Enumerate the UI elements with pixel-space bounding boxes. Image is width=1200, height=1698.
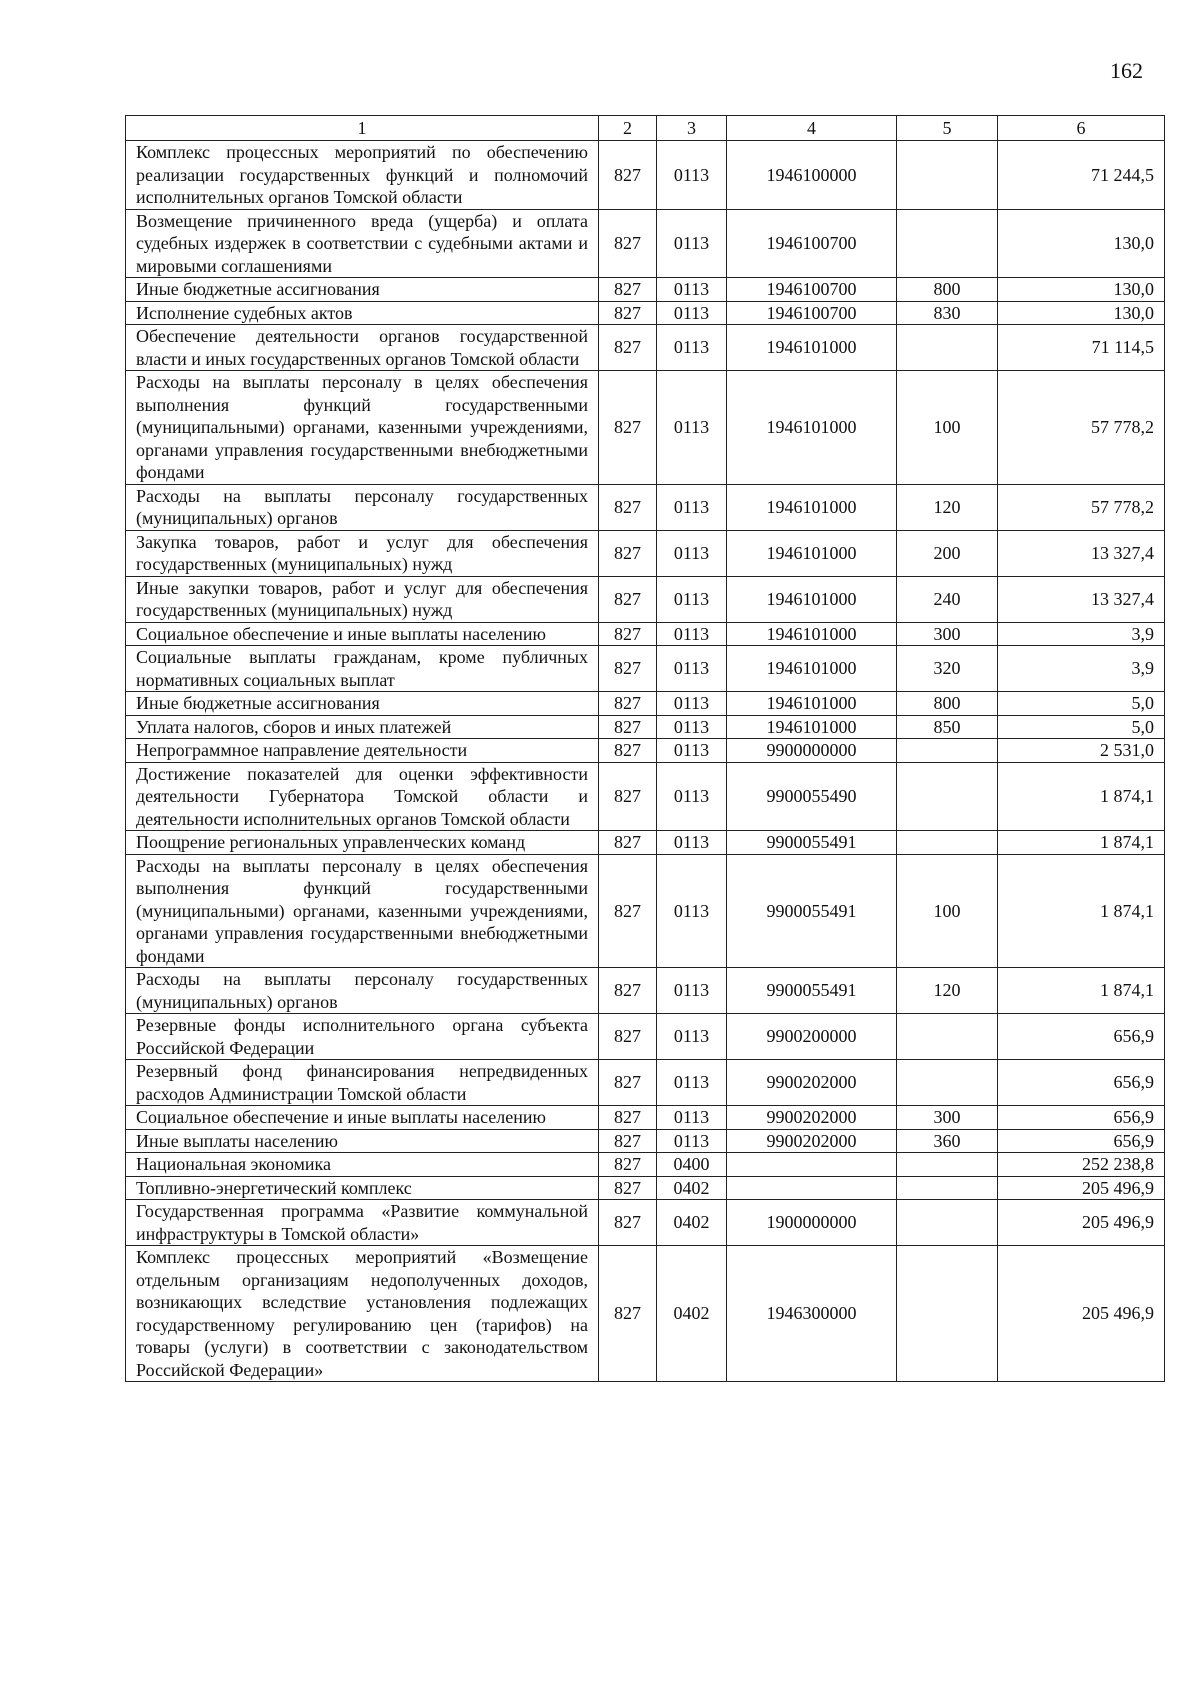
section-code-cell: 0402 bbox=[657, 1200, 727, 1246]
table-row bbox=[126, 1014, 1165, 1060]
expense-type-code-cell bbox=[897, 1060, 998, 1106]
target-item-code-cell: 9900055490 bbox=[727, 762, 897, 831]
expense-name-cell: Социальное обеспечение и иные выплаты населению bbox=[126, 1106, 599, 1130]
amount-cell: 130,0 bbox=[998, 209, 1165, 278]
expense-type-code-cell bbox=[897, 1176, 998, 1200]
table-row bbox=[126, 371, 1165, 485]
expense-name-cell: Непрограммное направление деятельности bbox=[126, 739, 599, 763]
expense-name-cell: Иные выплаты населению bbox=[126, 1129, 599, 1153]
department-code-cell: 827 bbox=[599, 762, 657, 831]
header-cell: 5 bbox=[897, 116, 998, 141]
target-item-code-cell: 1900000000 bbox=[727, 1200, 897, 1246]
expense-type-code-cell bbox=[897, 1200, 998, 1246]
target-item-code-cell: 1946101000 bbox=[727, 530, 897, 576]
department-code-cell: 827 bbox=[599, 831, 657, 855]
department-code-cell: 827 bbox=[599, 530, 657, 576]
target-item-code-cell: 1946100000 bbox=[727, 141, 897, 210]
amount-cell: 205 496,9 bbox=[998, 1246, 1165, 1382]
target-item-code-cell: 1946101000 bbox=[727, 692, 897, 716]
department-code-cell: 827 bbox=[599, 1153, 657, 1177]
amount-cell: 57 778,2 bbox=[998, 371, 1165, 485]
expense-name-cell: Социальное обеспечение и иные выплаты населению bbox=[126, 622, 599, 646]
department-code-cell: 827 bbox=[599, 278, 657, 302]
expense-type-code-cell bbox=[897, 762, 998, 831]
amount-cell: 71 114,5 bbox=[998, 325, 1165, 371]
section-code-cell: 0113 bbox=[657, 576, 727, 622]
amount-cell: 1 874,1 bbox=[998, 762, 1165, 831]
target-item-code-cell: 9900202000 bbox=[727, 1129, 897, 1153]
expense-type-code-cell: 100 bbox=[897, 854, 998, 968]
target-item-code-cell: 1946101000 bbox=[727, 576, 897, 622]
table-row bbox=[126, 278, 1165, 302]
department-code-cell: 827 bbox=[599, 209, 657, 278]
section-code-cell: 0113 bbox=[657, 141, 727, 210]
table-row bbox=[126, 301, 1165, 325]
expense-type-code-cell bbox=[897, 1153, 998, 1177]
table-row bbox=[126, 739, 1165, 763]
table-row bbox=[126, 1153, 1165, 1177]
expense-type-code-cell: 240 bbox=[897, 576, 998, 622]
section-code-cell: 0113 bbox=[657, 968, 727, 1014]
target-item-code-cell: 9900055491 bbox=[727, 968, 897, 1014]
target-item-code-cell: 9900202000 bbox=[727, 1060, 897, 1106]
section-code-cell: 0113 bbox=[657, 715, 727, 739]
department-code-cell: 827 bbox=[599, 1246, 657, 1382]
expense-name-cell: Достижение показателей для оценки эффективности деятельности Губернатора Томской области и деятельности исполнительных органов Томской области bbox=[126, 762, 599, 831]
expense-name-cell: Расходы на выплаты персоналу в целях обеспечения выполнения функций государственными (муниципальными) органами, казенными учреждениями, органами управления государственными внебюджетными фондами bbox=[126, 854, 599, 968]
expense-type-code-cell: 360 bbox=[897, 1129, 998, 1153]
table-row bbox=[126, 762, 1165, 831]
expense-type-code-cell: 300 bbox=[897, 1106, 998, 1130]
expense-type-code-cell bbox=[897, 831, 998, 855]
expense-name-cell: Расходы на выплаты персоналу государственных (муниципальных) органов bbox=[126, 484, 599, 530]
table-row bbox=[126, 325, 1165, 371]
table-row bbox=[126, 576, 1165, 622]
expense-name-cell: Комплекс процессных мероприятий «Возмещение отдельным организациям недополученных доходов, возникающих вследствие установления подлежащих государственному регулированию цен (тарифов) на товары (услуги) в соответствии с законодательством Российской Федерации» bbox=[126, 1246, 599, 1382]
target-item-code-cell bbox=[727, 1176, 897, 1200]
page-number: 162 bbox=[1110, 58, 1143, 83]
section-code-cell: 0113 bbox=[657, 854, 727, 968]
department-code-cell: 827 bbox=[599, 715, 657, 739]
expense-type-code-cell: 850 bbox=[897, 715, 998, 739]
section-code-cell: 0113 bbox=[657, 692, 727, 716]
department-code-cell: 827 bbox=[599, 1176, 657, 1200]
department-code-cell: 827 bbox=[599, 1129, 657, 1153]
department-code-cell: 827 bbox=[599, 141, 657, 210]
target-item-code-cell: 9900000000 bbox=[727, 739, 897, 763]
amount-cell: 2 531,0 bbox=[998, 739, 1165, 763]
expense-name-cell: Социальные выплаты гражданам, кроме публичных нормативных социальных выплат bbox=[126, 646, 599, 692]
expense-name-cell: Возмещение причиненного вреда (ущерба) и оплата судебных издержек в соответствии с судебными актами и мировыми соглашениями bbox=[126, 209, 599, 278]
target-item-code-cell: 1946101000 bbox=[727, 325, 897, 371]
expense-name-cell: Поощрение региональных управленческих команд bbox=[126, 831, 599, 855]
header-cell: 4 bbox=[727, 116, 897, 141]
table-row bbox=[126, 1246, 1165, 1382]
table-row bbox=[126, 530, 1165, 576]
department-code-cell: 827 bbox=[599, 739, 657, 763]
section-code-cell: 0400 bbox=[657, 1153, 727, 1177]
expense-name-cell: Расходы на выплаты персоналу в целях обеспечения выполнения функций государственными (муниципальными) органами, казенными учреждениями, органами управления государственными внебюджетными фондами bbox=[126, 371, 599, 485]
expense-name-cell: Иные бюджетные ассигнования bbox=[126, 278, 599, 302]
amount-cell: 656,9 bbox=[998, 1060, 1165, 1106]
table-row bbox=[126, 1106, 1165, 1130]
department-code-cell: 827 bbox=[599, 1200, 657, 1246]
amount-cell: 130,0 bbox=[998, 301, 1165, 325]
department-code-cell: 827 bbox=[599, 371, 657, 485]
amount-cell: 656,9 bbox=[998, 1106, 1165, 1130]
amount-cell: 13 327,4 bbox=[998, 530, 1165, 576]
expense-name-cell: Иные бюджетные ассигнования bbox=[126, 692, 599, 716]
section-code-cell: 0113 bbox=[657, 622, 727, 646]
section-code-cell: 0113 bbox=[657, 1129, 727, 1153]
amount-cell: 3,9 bbox=[998, 646, 1165, 692]
department-code-cell: 827 bbox=[599, 968, 657, 1014]
table-row bbox=[126, 209, 1165, 278]
section-code-cell: 0113 bbox=[657, 739, 727, 763]
expense-name-cell: Резервные фонды исполнительного органа субъекта Российской Федерации bbox=[126, 1014, 599, 1060]
department-code-cell: 827 bbox=[599, 1060, 657, 1106]
department-code-cell: 827 bbox=[599, 301, 657, 325]
expense-name-cell: Расходы на выплаты персоналу государственных (муниципальных) органов bbox=[126, 968, 599, 1014]
table-row bbox=[126, 141, 1165, 210]
table-row bbox=[126, 1176, 1165, 1200]
expense-type-code-cell bbox=[897, 1246, 998, 1382]
target-item-code-cell: 9900055491 bbox=[727, 854, 897, 968]
department-code-cell: 827 bbox=[599, 622, 657, 646]
header-cell: 3 bbox=[657, 116, 727, 141]
expense-type-code-cell: 120 bbox=[897, 968, 998, 1014]
table-row bbox=[126, 1200, 1165, 1246]
amount-cell: 205 496,9 bbox=[998, 1200, 1165, 1246]
expense-name-cell: Исполнение судебных актов bbox=[126, 301, 599, 325]
expense-type-code-cell: 830 bbox=[897, 301, 998, 325]
header-cell: 2 bbox=[599, 116, 657, 141]
expense-name-cell: Комплекс процессных мероприятий по обеспечению реализации государственных функций и полномочий исполнительных органов Томской области bbox=[126, 141, 599, 210]
department-code-cell: 827 bbox=[599, 325, 657, 371]
table-row bbox=[126, 622, 1165, 646]
section-code-cell: 0113 bbox=[657, 484, 727, 530]
department-code-cell: 827 bbox=[599, 484, 657, 530]
expense-type-code-cell bbox=[897, 1014, 998, 1060]
department-code-cell: 827 bbox=[599, 692, 657, 716]
target-item-code-cell bbox=[727, 1153, 897, 1177]
expense-type-code-cell: 800 bbox=[897, 692, 998, 716]
department-code-cell: 827 bbox=[599, 1106, 657, 1130]
amount-cell: 1 874,1 bbox=[998, 968, 1165, 1014]
expense-type-code-cell: 800 bbox=[897, 278, 998, 302]
department-code-cell: 827 bbox=[599, 576, 657, 622]
section-code-cell: 0113 bbox=[657, 762, 727, 831]
target-item-code-cell: 1946100700 bbox=[727, 301, 897, 325]
section-code-cell: 0113 bbox=[657, 209, 727, 278]
section-code-cell: 0113 bbox=[657, 371, 727, 485]
table-row bbox=[126, 1129, 1165, 1153]
expense-name-cell: Обеспечение деятельности органов государственной власти и иных государственных органов Томской области bbox=[126, 325, 599, 371]
target-item-code-cell: 1946101000 bbox=[727, 646, 897, 692]
table-body bbox=[126, 141, 1165, 1382]
target-item-code-cell: 1946101000 bbox=[727, 484, 897, 530]
target-item-code-cell: 1946101000 bbox=[727, 622, 897, 646]
department-code-cell: 827 bbox=[599, 854, 657, 968]
section-code-cell: 0113 bbox=[657, 646, 727, 692]
section-code-cell: 0113 bbox=[657, 1060, 727, 1106]
target-item-code-cell: 1946101000 bbox=[727, 715, 897, 739]
expense-name-cell: Государственная программа «Развитие коммунальной инфраструктуры в Томской области» bbox=[126, 1200, 599, 1246]
expense-type-code-cell: 120 bbox=[897, 484, 998, 530]
expense-type-code-cell bbox=[897, 739, 998, 763]
expense-name-cell: Уплата налогов, сборов и иных платежей bbox=[126, 715, 599, 739]
section-code-cell: 0113 bbox=[657, 325, 727, 371]
amount-cell: 5,0 bbox=[998, 692, 1165, 716]
header-cell: 6 bbox=[998, 116, 1165, 141]
expense-name-cell: Иные закупки товаров, работ и услуг для обеспечения государственных (муниципальных) нужд bbox=[126, 576, 599, 622]
section-code-cell: 0113 bbox=[657, 1106, 727, 1130]
expense-name-cell: Резервный фонд финансирования непредвиденных расходов Администрации Томской области bbox=[126, 1060, 599, 1106]
target-item-code-cell: 9900202000 bbox=[727, 1106, 897, 1130]
expense-type-code-cell: 320 bbox=[897, 646, 998, 692]
expense-type-code-cell bbox=[897, 325, 998, 371]
section-code-cell: 0402 bbox=[657, 1246, 727, 1382]
target-item-code-cell: 9900055491 bbox=[727, 831, 897, 855]
section-code-cell: 0113 bbox=[657, 301, 727, 325]
expense-type-code-cell: 100 bbox=[897, 371, 998, 485]
amount-cell: 656,9 bbox=[998, 1014, 1165, 1060]
expense-type-code-cell bbox=[897, 141, 998, 210]
amount-cell: 57 778,2 bbox=[998, 484, 1165, 530]
section-code-cell: 0113 bbox=[657, 530, 727, 576]
expense-type-code-cell: 300 bbox=[897, 622, 998, 646]
table-row bbox=[126, 715, 1165, 739]
table-row bbox=[126, 646, 1165, 692]
section-code-cell: 0402 bbox=[657, 1176, 727, 1200]
amount-cell: 5,0 bbox=[998, 715, 1165, 739]
section-code-cell: 0113 bbox=[657, 1014, 727, 1060]
target-item-code-cell: 9900200000 bbox=[727, 1014, 897, 1060]
table-row bbox=[126, 831, 1165, 855]
table-row bbox=[126, 968, 1165, 1014]
amount-cell: 252 238,8 bbox=[998, 1153, 1165, 1177]
expense-type-code-cell bbox=[897, 209, 998, 278]
expense-name-cell: Закупка товаров, работ и услуг для обеспечения государственных (муниципальных) нужд bbox=[126, 530, 599, 576]
amount-cell: 656,9 bbox=[998, 1129, 1165, 1153]
table-row bbox=[126, 854, 1165, 968]
section-code-cell: 0113 bbox=[657, 831, 727, 855]
department-code-cell: 827 bbox=[599, 1014, 657, 1060]
amount-cell: 1 874,1 bbox=[998, 831, 1165, 855]
target-item-code-cell: 1946101000 bbox=[727, 371, 897, 485]
budget-table bbox=[125, 115, 1165, 1382]
target-item-code-cell: 1946100700 bbox=[727, 278, 897, 302]
amount-cell: 3,9 bbox=[998, 622, 1165, 646]
table-row bbox=[126, 484, 1165, 530]
header-row bbox=[126, 116, 1165, 141]
table-row bbox=[126, 1060, 1165, 1106]
amount-cell: 130,0 bbox=[998, 278, 1165, 302]
table-row bbox=[126, 692, 1165, 716]
expense-name-cell: Национальная экономика bbox=[126, 1153, 599, 1177]
header-cell: 1 bbox=[126, 116, 599, 141]
expense-name-cell: Топливно-энергетический комплекс bbox=[126, 1176, 599, 1200]
amount-cell: 71 244,5 bbox=[998, 141, 1165, 210]
amount-cell: 205 496,9 bbox=[998, 1176, 1165, 1200]
target-item-code-cell: 1946300000 bbox=[727, 1246, 897, 1382]
amount-cell: 13 327,4 bbox=[998, 576, 1165, 622]
target-item-code-cell: 1946100700 bbox=[727, 209, 897, 278]
amount-cell: 1 874,1 bbox=[998, 854, 1165, 968]
section-code-cell: 0113 bbox=[657, 278, 727, 302]
department-code-cell: 827 bbox=[599, 646, 657, 692]
expense-type-code-cell: 200 bbox=[897, 530, 998, 576]
